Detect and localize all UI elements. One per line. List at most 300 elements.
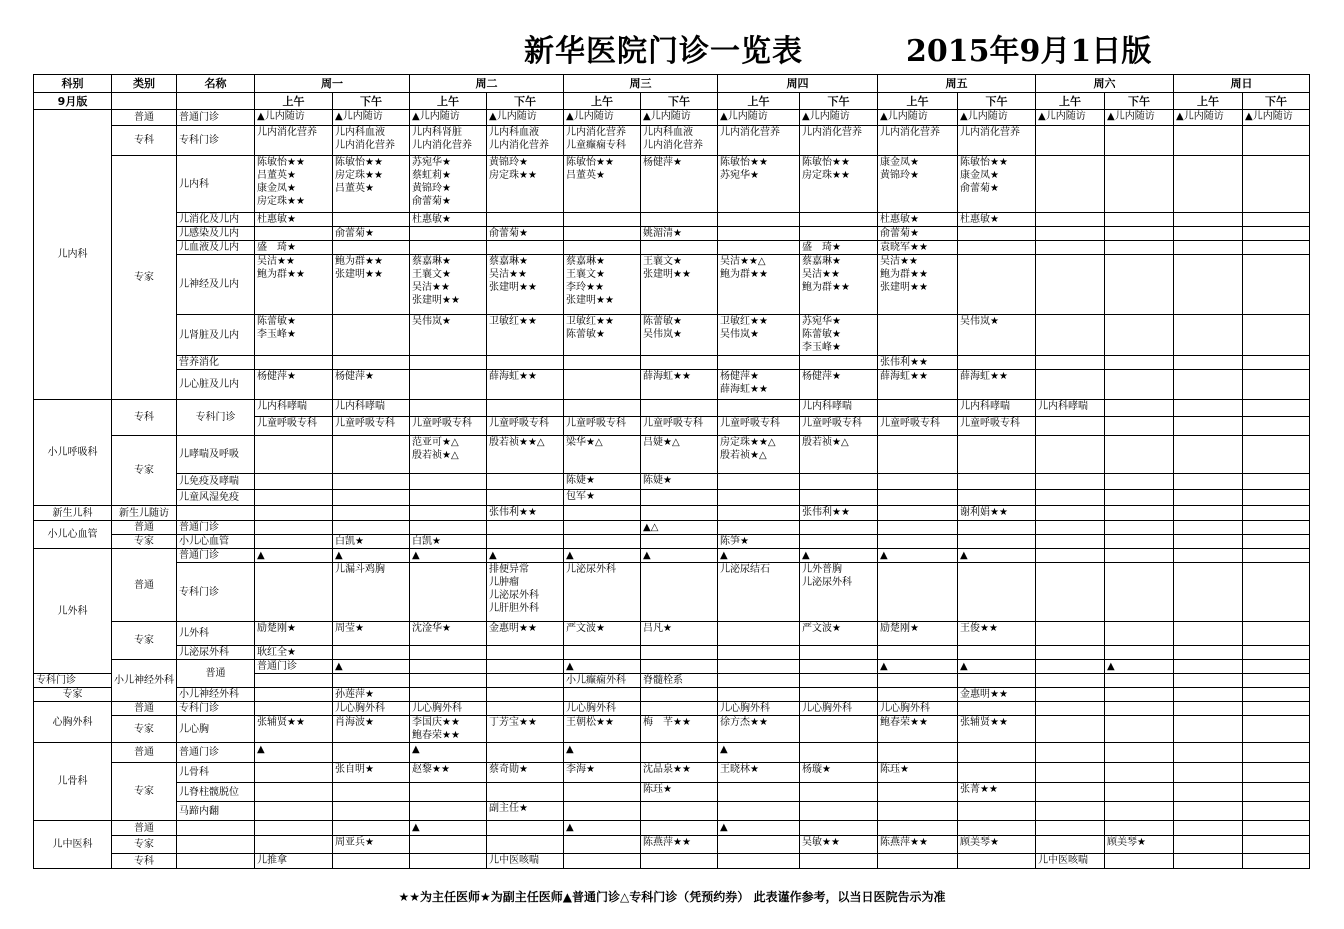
schedule-cell [1174,370,1243,400]
schedule-cell [255,702,333,716]
schedule-cell [1243,506,1310,521]
schedule-cell: 谢利娟★★ [958,506,1036,521]
category-cell: 专科 [112,854,177,869]
schedule-cell [1036,126,1105,156]
schedule-cell [1105,213,1174,227]
schedule-cell: 苏宛华★ 蔡虹莉★ 黄锦玲★ 俞蕾菊★ [410,156,487,213]
schedule-cell: ▲ [255,743,333,763]
schedule-cell: 吕凡★ [641,622,718,646]
clinic-name-cell: 专科门诊 [34,674,112,688]
schedule-cell: ▲ [255,549,333,563]
schedule-cell [1036,702,1105,716]
schedule-cell: 金惠明★★ [487,622,564,646]
schedule-cell: 薛海虹★★ [487,370,564,400]
clinic-name-cell [177,854,255,869]
schedule-cell: 儿童呼吸专科 [410,417,487,436]
schedule-cell [718,227,800,241]
schedule-cell: 金惠明★★ [958,688,1036,702]
category-cell: 专科 [112,400,177,436]
schedule-cell [1105,370,1174,400]
schedule-cell [255,763,333,783]
blank-cell [112,93,177,110]
schedule-cell [1243,622,1310,646]
schedule-cell: 儿心胸外科 [410,702,487,716]
schedule-cell [718,213,800,227]
schedule-cell [1036,521,1105,535]
schedule-cell [1105,436,1174,474]
schedule-cell [333,213,410,227]
schedule-cell: 儿童呼吸专科 [487,417,564,436]
table-row [34,836,1310,854]
schedule-cell: 王俊★★ [958,622,1036,646]
category-cell: 专家 [112,763,177,821]
category-cell: 专家 [112,156,177,400]
schedule-cell: ▲ [410,549,487,563]
schedule-cell [1243,490,1310,506]
table-row [34,854,1310,869]
schedule-cell [410,563,487,622]
schedule-cell [564,356,641,370]
schedule-cell [800,521,878,535]
clinic-name-cell: 普通门诊 [177,110,255,126]
clinic-name-cell: 普通门诊 [177,521,255,535]
schedule-cell: 儿童呼吸专科 [718,417,800,436]
schedule-cell: 包军★ [564,490,641,506]
schedule-cell [718,854,800,869]
schedule-cell [487,521,564,535]
schedule-cell: 沈品泉★★ [641,763,718,783]
pm-label: 下午 [487,93,564,110]
schedule-cell [1105,743,1174,763]
clinic-name-cell: 儿内科 [177,156,255,213]
schedule-cell [255,227,333,241]
schedule-cell [878,436,958,474]
schedule-cell [1036,315,1105,356]
schedule-cell [1174,743,1243,763]
schedule-cell: 薛海虹★★ [641,370,718,400]
pm-label: 下午 [333,93,410,110]
schedule-cell: 杨健萍★ [800,370,878,400]
schedule-cell [718,836,800,854]
schedule-cell: ▲ [641,549,718,563]
clinic-name-cell [177,506,255,521]
schedule-cell: 杜惠敏★ [878,213,958,227]
header-day: 周六 [1036,75,1174,93]
schedule-cell [1243,743,1310,763]
schedule-cell [1243,716,1310,743]
schedule-cell: 赵黎★★ [410,763,487,783]
schedule-cell: 儿心胸外科 [333,702,410,716]
schedule-cell [1174,417,1243,436]
schedule-cell [800,783,878,802]
schedule-cell [1036,563,1105,622]
schedule-cell: ▲ [718,549,800,563]
schedule-cell [641,213,718,227]
am-label: 上午 [1174,93,1243,110]
schedule-cell [878,674,958,688]
schedule-cell [800,646,878,660]
clinic-name-cell: 营养消化 [177,356,255,370]
schedule-cell [800,688,878,702]
schedule-cell [1105,783,1174,802]
table-row [34,213,1310,227]
schedule-cell [1036,436,1105,474]
schedule-cell: 蔡奇勋★ [487,763,564,783]
schedule-cell [1243,315,1310,356]
schedule-cell: 薛海虹★★ [878,370,958,400]
schedule-cell [878,400,958,417]
schedule-cell: 张伟利★★ [487,506,564,521]
schedule-cell [641,743,718,763]
schedule-cell [1036,674,1105,688]
table-row [34,156,1310,213]
table-row [34,474,1310,490]
clinic-name-cell [177,836,255,854]
schedule-cell [255,490,333,506]
schedule-cell: 白凯★ [410,535,487,549]
schedule-cell: 儿内消化营养 儿童癫痫专科 [564,126,641,156]
schedule-cell: 殷若祯★★△ [487,436,564,474]
schedule-cell: ▲ [564,660,641,674]
schedule-cell: 卫敏红★★ 陈蕾敏★ [564,315,641,356]
schedule-cell [410,802,487,821]
category-cell: 普通 [112,110,177,126]
schedule-cell: 陈敏怡★★ 康金凤★ 俞蕾菊★ [958,156,1036,213]
schedule-cell [1105,821,1174,836]
clinic-name-cell: 专科门诊 [177,702,255,716]
category-cell: 专家 [112,535,177,549]
schedule-cell: ▲儿内随访 [958,110,1036,126]
schedule-cell: 杨健萍★ [333,370,410,400]
schedule-cell: 房定珠★★△ 殷若祯★△ [718,436,800,474]
department-cell: 儿外科 [34,549,112,674]
schedule-cell [564,506,641,521]
schedule-cell: 吕婕★△ [641,436,718,474]
clinic-name-cell: 普通门诊 [177,549,255,563]
clinic-name-cell: 儿童风湿免疫 [177,490,255,506]
schedule-cell [1243,474,1310,490]
schedule-cell: 吴洁★★ 鲍为群★★ [255,255,333,315]
schedule-cell: ▲ [800,549,878,563]
schedule-cell: 小儿癫痫外科 [564,674,641,688]
schedule-cell [487,821,564,836]
schedule-cell [1174,674,1243,688]
schedule-cell [1243,521,1310,535]
schedule-cell [255,506,333,521]
schedule-cell: 儿童呼吸专科 [958,417,1036,436]
schedule-cell: ▲ [718,821,800,836]
title-main: 新华医院门诊一览表 [524,34,803,69]
schedule-cell [958,702,1036,716]
schedule-cell: 儿心胸外科 [564,702,641,716]
schedule-cell: 励楚刚★ [878,622,958,646]
schedule-cell: 苏宛华★ 陈蕾敏★ 李玉峰★ [800,315,878,356]
schedule-cell [1036,763,1105,783]
schedule-cell [1036,417,1105,436]
schedule-cell [958,490,1036,506]
schedule-cell [718,356,800,370]
schedule-cell [410,521,487,535]
schedule-cell [487,836,564,854]
schedule-cell [1243,213,1310,227]
schedule-cell: 儿童呼吸专科 [878,417,958,436]
clinic-name-cell: 儿外科 [177,622,255,646]
schedule-cell [958,436,1036,474]
schedule-cell: 儿漏斗鸡胸 [333,563,410,622]
schedule-cell [1174,716,1243,743]
schedule-cell [1105,126,1174,156]
schedule-cell [1174,227,1243,241]
schedule-cell [1174,156,1243,213]
schedule-cell [641,506,718,521]
schedule-cell [958,255,1036,315]
table-row [34,535,1310,549]
schedule-cell: ▲儿内随访 [1243,110,1310,126]
schedule-cell [800,356,878,370]
schedule-cell: 儿推拿 [255,854,333,869]
header-name: 名称 [177,75,255,93]
table-row [34,646,1310,660]
category-cell: 普通 [112,521,177,535]
schedule-cell [718,622,800,646]
schedule-cell [878,802,958,821]
schedule-cell: 儿内科肾脏 儿内消化营养 [410,126,487,156]
schedule-cell: 儿心胸外科 [800,702,878,716]
schedule-cell [1243,563,1310,622]
schedule-cell: ▲儿内随访 [564,110,641,126]
schedule-cell: 吴敏★★ [800,836,878,854]
schedule-cell: 儿童呼吸专科 [255,417,333,436]
schedule-cell: 杜惠敏★ [410,213,487,227]
schedule-cell [564,227,641,241]
schedule-cell: ▲ [410,821,487,836]
table-row [34,255,1310,315]
schedule-cell: 陈敏怡★★ 苏宛华★ [718,156,800,213]
schedule-cell [1243,436,1310,474]
schedule-cell [1174,241,1243,255]
page-title [0,18,1344,68]
schedule-cell: 俞蕾菊★ [487,227,564,241]
schedule-cell [410,688,487,702]
table-row [34,356,1310,370]
schedule-cell [255,783,333,802]
schedule-cell [878,506,958,521]
schedule-cell [1036,688,1105,702]
schedule-cell [1174,474,1243,490]
schedule-cell [1174,854,1243,869]
table-row [34,521,1310,535]
schedule-cell [1105,417,1174,436]
table-row [34,490,1310,506]
schedule-cell [958,674,1036,688]
schedule-cell: 严文波★ [564,622,641,646]
schedule-cell [333,783,410,802]
schedule-cell: ▲儿内随访 [1036,110,1105,126]
schedule-cell [487,474,564,490]
schedule-cell [1243,370,1310,400]
schedule-cell [641,688,718,702]
am-label: 上午 [564,93,641,110]
category-cell: 普通 [112,549,177,622]
schedule-cell [1174,836,1243,854]
schedule-cell [800,227,878,241]
schedule-cell: 徐方杰★★ [718,716,800,743]
schedule-cell [255,474,333,490]
schedule-cell [878,646,958,660]
schedule-cell [1036,821,1105,836]
schedule-cell [1243,674,1310,688]
schedule-cell [1105,802,1174,821]
schedule-cell [1105,227,1174,241]
schedule-cell [1036,716,1105,743]
schedule-cell: 张辅贤★★ [958,716,1036,743]
schedule-cell: 儿内消化营养 [878,126,958,156]
schedule-cell [958,854,1036,869]
table-row [34,227,1310,241]
schedule-cell [1036,549,1105,563]
schedule-cell [410,506,487,521]
table-row [34,370,1310,400]
pm-label: 下午 [800,93,878,110]
schedule-cell: 张伟利★★ [800,506,878,521]
clinic-name-cell: 儿脊柱髋脱位 [177,783,255,802]
schedule-cell [641,400,718,417]
schedule-cell: 王晓林★ [718,763,800,783]
schedule-cell: ▲△ [641,521,718,535]
schedule-cell: ▲ [487,549,564,563]
schedule-cell: ▲ [1105,660,1174,674]
schedule-cell [1036,490,1105,506]
schedule-cell [718,802,800,821]
schedule-cell [564,521,641,535]
schedule-cell: 肖海波★ [333,716,410,743]
category-cell: 普通 [112,743,177,763]
clinic-name-cell: 普通门诊 [177,743,255,763]
schedule-cell [564,213,641,227]
schedule-cell [333,674,410,688]
schedule-cell [333,490,410,506]
am-label: 上午 [255,93,333,110]
schedule-cell: 陈燕萍★★ [641,836,718,854]
schedule-cell: 盛 琦★ [255,241,333,255]
table-row [34,563,1310,622]
schedule-cell: 蔡嘉琳★ 王襄文★ 吴洁★★ 张建明★★ [410,255,487,315]
schedule-cell: 殷若祯★△ [800,436,878,474]
schedule-cell [1036,783,1105,802]
schedule-cell: 杜惠敏★ [958,213,1036,227]
schedule-cell [410,646,487,660]
schedule-cell [1243,836,1310,854]
schedule-cell [255,436,333,474]
schedule-cell [487,241,564,255]
schedule-cell: 陈婕★ [564,474,641,490]
schedule-cell: 蔡嘉琳★ 吴洁★★ 鲍为群★★ [800,255,878,315]
table-row [34,688,1310,702]
schedule-cell [641,646,718,660]
schedule-cell: 陈燕萍★★ [878,836,958,854]
schedule-cell [1036,474,1105,490]
schedule-cell [1174,213,1243,227]
schedule-cell [255,802,333,821]
schedule-cell [410,783,487,802]
schedule-cell: 杜惠敏★ [255,213,333,227]
schedule-cell [1105,854,1174,869]
table-row [34,622,1310,646]
schedule-cell: 康金凤★ 黄锦玲★ [878,156,958,213]
schedule-cell [641,241,718,255]
blank-cell [177,93,255,110]
schedule-cell: 儿内科哮喘 [958,400,1036,417]
header-day: 周一 [255,75,410,93]
table-row [34,549,1310,563]
schedule-cell [487,660,564,674]
schedule-cell: 蔡嘉琳★ 王襄文★ 李玲★★ 张建明★★ [564,255,641,315]
schedule-cell [487,356,564,370]
department-cell: 儿中医科 [34,821,112,869]
schedule-cell: ▲儿内随访 [487,110,564,126]
header-type: 类别 [112,75,177,93]
schedule-cell [641,356,718,370]
schedule-cell: 儿内消化营养 [958,126,1036,156]
schedule-cell [1105,535,1174,549]
schedule-cell: 儿内科哮喘 [255,400,333,417]
category-cell: 专科 [112,126,177,156]
schedule-cell [1105,156,1174,213]
schedule-cell: ▲ [564,743,641,763]
schedule-cell: 俞蕾菊★ [333,227,410,241]
table-row [34,126,1310,156]
schedule-cell: 耿红全★ [255,646,333,660]
schedule-cell [1036,743,1105,763]
schedule-cell [878,854,958,869]
schedule-cell [1036,213,1105,227]
schedule-cell [1174,563,1243,622]
schedule-cell [878,563,958,622]
schedule-cell [878,521,958,535]
schedule-cell: 排便异常 儿肿瘤 儿泌尿外科 儿肝胆外科 [487,563,564,622]
schedule-cell: 鲍春荣★★ [878,716,958,743]
schedule-cell: ▲儿内随访 [718,110,800,126]
schedule-cell [1105,563,1174,622]
schedule-cell [1036,255,1105,315]
schedule-cell: 黄锦玲★ 房定珠★★ [487,156,564,213]
schedule-cell: 卫敏红★★ 吴伟岚★ [718,315,800,356]
schedule-cell [410,490,487,506]
schedule-cell [718,660,800,674]
schedule-cell: 吴洁★★ 鲍为群★★ 张建明★★ [878,255,958,315]
schedule-cell [1243,255,1310,315]
schedule-cell: 儿童呼吸专科 [333,417,410,436]
schedule-cell [958,521,1036,535]
schedule-cell [1105,674,1174,688]
schedule-cell [1105,688,1174,702]
schedule-cell [564,836,641,854]
schedule-cell: 励楚刚★ [255,622,333,646]
schedule-cell [333,436,410,474]
schedule-cell: 儿内消化营养 [800,126,878,156]
schedule-cell [1036,370,1105,400]
schedule-cell [641,490,718,506]
schedule-cell: 梁华★△ [564,436,641,474]
schedule-cell [564,688,641,702]
schedule-cell [487,688,564,702]
schedule-cell: 儿中医咳喘 [487,854,564,869]
schedule-cell [1174,646,1243,660]
schedule-cell [564,646,641,660]
schedule-cell: 脊髓栓系 [641,674,718,688]
clinic-name-cell: 专科门诊 [177,563,255,622]
schedule-cell: 儿内科血液 儿内消化营养 [641,126,718,156]
